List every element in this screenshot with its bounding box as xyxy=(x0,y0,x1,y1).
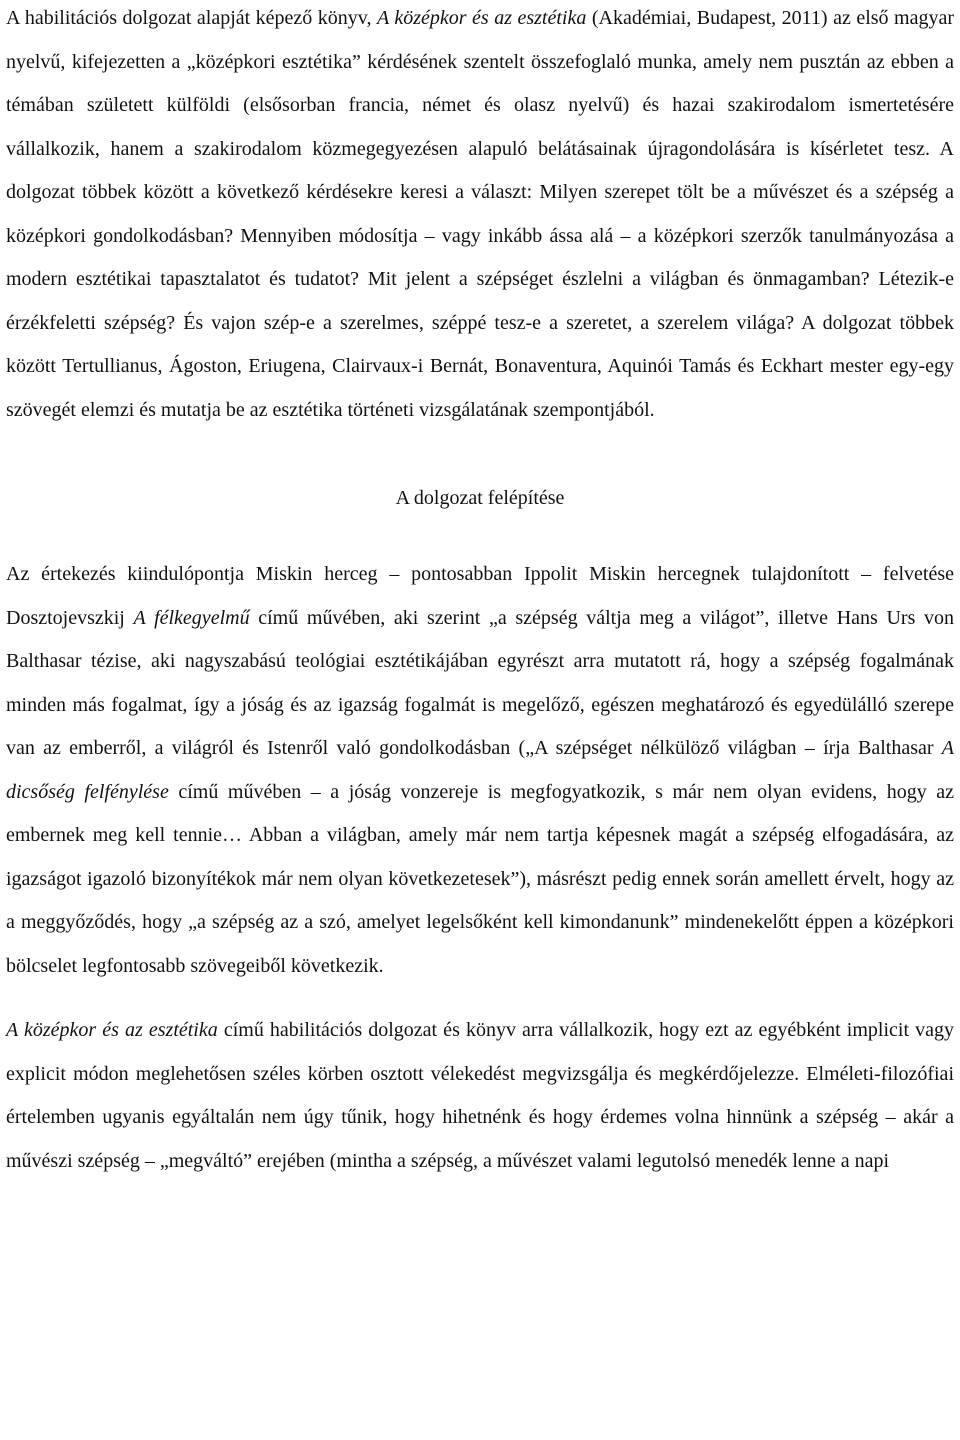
book-title-2: A középkor és az esztétika xyxy=(6,1019,218,1041)
work-title-dicsoseg: A dicsőség felfénylése xyxy=(6,737,954,803)
paragraph-thesis xyxy=(6,1009,954,1183)
paragraph-structure-text-1: Az értekezés kiindulópontja Miskin herceg – pontosabban Ippolit Miskin hercegnek tulajdonított – felvetése Dosztojevszkij xyxy=(6,563,954,629)
book-title: A középkor és az esztétika xyxy=(377,7,587,29)
document-page xyxy=(6,0,954,1183)
paragraph-intro-text-2: (Akadémiai, Budapest, 2011) az első magyar nyelvű, kifejezetten a „középkori esztétika” kérdésének szentelt összefoglaló munka, amely nem pusztán az ebben a témában született külföldi (elsősorban francia, német és olasz nyelvű) és hazai szakirodalom ismertetésére vállalkozik, hanem a szakirodalom közmegegyezésen alapuló belátásainak újragondolására is kísérletet tesz. A dolgozat többek között a következő kérdésekre keresi a választ: Milyen szerepet tölt be a művészet és a szépség a középkori gondolkodásban? Mennyiben módosítja – vagy inkább ássa alá – a középkori szerzők tanulmányozása a modern esztétikai tapasztalatot és tudatot? Mit jelent a szépséget észlelni a világban és önmagamban? Létezik-e érzékfeletti szépség? És vajon szép-e a szerelmes, széppé tesz-e a szeretet, a szerelem világa? A dolgozat többek között Tertullianus, Ágoston, Eriugena, Clairvaux-i Bernát, Bonaventura, Aquinói Tamás és Eckhart mester egy-egy szövegét elemzi és mutatja be az esztétika történeti vizsgálatának szempontjából. xyxy=(6,7,954,421)
paragraph-structure-text-2: című művében, aki szerint „a szépség váltja meg a világot”, illetve Hans Urs von Balthasar tézise, aki nagyszabású teológiai esztétikájában egyrészt arra mutatott rá, hogy a szépség fogalmának minden más fogalmat, így a jóság és az igazság fogalmát is megelőző, egészen meghatározó és egyedülálló szerepe van az emberről, a világról és Istenről való gondolkodásban („A szépséget nélkülöző világban – írja Balthasar xyxy=(6,606,955,759)
paragraph-structure-text-3: című művében – a jóság vonzereje is megfogyatkozik, s már nem olyan evidens, hogy az embernek meg kell tennie… Abban a világban, amely már nem tartja képesnek magát a szépség elfogadására, az igazságot igazoló bizonyítékok már nem olyan következetesek”), másrészt pedig ennek során amellett érvelt, hogy az a meggyőződés, hogy „a szépség az a szó, amelyet legelsőként kell kimondanunk” mindenekelőtt éppen a középkori bölcselet legfontosabb szövegeiből következik. xyxy=(6,780,954,977)
work-title-felkegyelmu: A félkegyelmű xyxy=(133,606,250,629)
section-heading: A dolgozat felépítése xyxy=(395,487,565,509)
paragraph-structure xyxy=(6,553,954,988)
paragraph-intro-text-1: A habilitációs dolgozat alapját képező könyv, xyxy=(6,7,377,29)
paragraph-thesis-text: című habilitációs dolgozat és könyv arra vállalkozik, hogy ezt az egyébként implicit vagy explicit módon meglehetősen széles körben osztott vélekedést megvizsgálja és megkérdőjelezze. Elméleti-filozófiai értelemben ugyanis egyáltalán nem úgy tűnik, hogy hihetnénk és hogy érdemes volna hinnünk a szépség – akár a művészi szépség – „megváltó” erejében (mintha a szépség, a művészet valami legutolsó menedék lenne a napi xyxy=(6,1019,954,1172)
paragraph-intro xyxy=(6,0,954,432)
